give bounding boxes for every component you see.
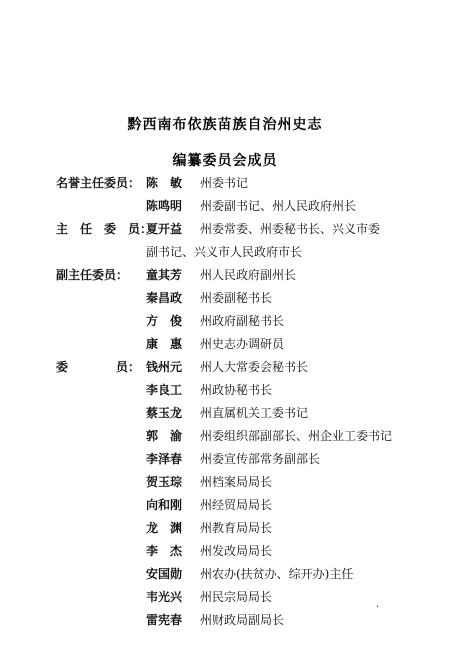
member-position: 州直属机关工委书记 — [200, 406, 309, 420]
member-position: 州委宣传部常务副部长 — [200, 452, 321, 466]
stray-dot-mark: . — [376, 599, 380, 610]
member-name: 韦光兴 — [146, 590, 183, 604]
member-row — [0, 563, 450, 586]
member-name: 李良工 — [146, 383, 183, 397]
member-position: 州政府副秘书长 — [200, 314, 285, 328]
member-name: 钱州元 — [146, 360, 183, 374]
member-position: 州档案局局长 — [200, 475, 273, 489]
member-name: 陈 敏 — [146, 176, 183, 190]
member-position: 州人民政府副州长 — [200, 268, 297, 282]
member-row — [0, 195, 450, 218]
member-row-continuation — [0, 241, 450, 264]
member-row — [0, 172, 450, 195]
member-name: 康 惠 — [146, 337, 183, 351]
member-list — [0, 172, 450, 632]
member-category: 委 员： — [56, 360, 141, 374]
member-row — [0, 517, 450, 540]
member-position: 州发改局局长 — [200, 544, 273, 558]
member-row — [0, 333, 450, 356]
member-position: 州民宗局局长 — [200, 590, 273, 604]
member-category: 副主任委员： — [56, 268, 129, 282]
member-position: 州农办(扶贫办、综开办)主任 — [200, 567, 354, 581]
member-name: 向和刚 — [146, 498, 183, 512]
document-subtitle: 编纂委员会成员 — [172, 153, 278, 169]
member-name: 方 俊 — [146, 314, 183, 328]
member-row — [0, 264, 450, 287]
member-position: 州政协秘书长 — [200, 383, 273, 397]
member-position: 州人大常委会秘书长 — [200, 360, 309, 374]
member-name: 贺玉琮 — [146, 475, 183, 489]
member-name: 安国勋 — [146, 567, 183, 581]
member-row — [0, 218, 450, 241]
member-row — [0, 540, 450, 563]
member-name: 雷宪春 — [146, 613, 183, 627]
member-row — [0, 310, 450, 333]
member-name: 秦昌政 — [146, 291, 183, 305]
member-position: 州委常委、州委秘书长、兴义市委 — [200, 222, 381, 236]
member-name: 蔡玉龙 — [146, 406, 183, 420]
member-row — [0, 471, 450, 494]
member-row — [0, 356, 450, 379]
member-position: 州委书记 — [200, 176, 249, 190]
member-name: 童其芳 — [146, 268, 183, 282]
member-row — [0, 425, 450, 448]
member-row — [0, 402, 450, 425]
member-position: 州委副书记、州人民政府州长 — [200, 199, 357, 213]
member-row — [0, 448, 450, 471]
member-name: 陈鸣明 — [146, 199, 183, 213]
member-category: 主 任 委 员： — [56, 222, 153, 236]
member-name: 李 杰 — [146, 544, 183, 558]
member-name: 夏开益 — [146, 222, 183, 236]
member-row — [0, 609, 450, 632]
member-position-continuation: 副书记、兴义市人民政府市长 — [146, 245, 303, 259]
member-name: 龙 渊 — [146, 521, 183, 535]
member-row — [0, 586, 450, 609]
member-row — [0, 379, 450, 402]
member-name: 李泽春 — [146, 452, 183, 466]
member-position: 州委副秘书长 — [200, 291, 273, 305]
member-position: 州委组织部副部长、州企业工委书记 — [200, 429, 393, 443]
document-title: 黔西南布依族苗族自治州史志 — [127, 117, 323, 133]
member-position: 州史志办调研员 — [200, 337, 285, 351]
member-position: 州财政局副局长 — [200, 613, 285, 627]
member-position: 州经贸局局长 — [200, 498, 273, 512]
member-row — [0, 287, 450, 310]
member-position: 州教育局局长 — [200, 521, 273, 535]
member-name: 郭 渝 — [146, 429, 183, 443]
member-row — [0, 494, 450, 517]
member-category: 名誉主任委员： — [56, 176, 141, 190]
